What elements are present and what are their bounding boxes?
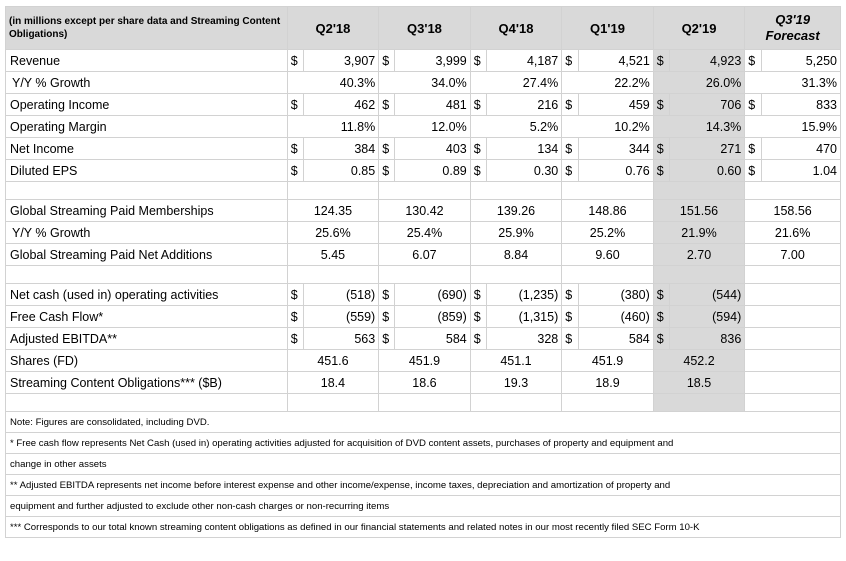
dollar-sign: $	[653, 160, 669, 182]
row-label: Streaming Content Obligations*** ($B)	[6, 372, 288, 394]
row-label: Adjusted EBITDA**	[6, 328, 288, 350]
value-cell: 5.45	[287, 244, 379, 266]
blank-cell	[653, 394, 745, 412]
table-row	[6, 72, 841, 94]
value-cell: (559)	[303, 306, 378, 328]
dollar-sign: $	[470, 94, 486, 116]
value-cell: 5.2%	[470, 116, 562, 138]
value-cell: 344	[578, 138, 653, 160]
value-cell: 451.9	[379, 350, 471, 372]
table-row	[6, 94, 841, 116]
blank-cell	[745, 350, 841, 372]
value-cell: 563	[303, 328, 378, 350]
blank-cell	[562, 394, 654, 412]
dollar-sign: $	[379, 138, 395, 160]
blank-cell	[379, 182, 471, 200]
dollar-sign: $	[470, 138, 486, 160]
value-cell: 25.4%	[379, 222, 471, 244]
row-label: Y/Y % Growth	[6, 72, 288, 94]
value-cell: 21.9%	[653, 222, 745, 244]
value-cell: 481	[395, 94, 470, 116]
dollar-sign: $	[287, 328, 303, 350]
footnote-text: *** Corresponds to our total known streaming content obligations as defined in our financial statements and related notes in our most recently filed SEC Form 10-K	[6, 517, 841, 538]
value-cell: 25.6%	[287, 222, 379, 244]
table-row	[6, 138, 841, 160]
value-cell: 452.2	[653, 350, 745, 372]
value-cell: 27.4%	[470, 72, 562, 94]
value-cell: 31.3%	[745, 72, 841, 94]
table-row	[6, 372, 841, 394]
row-label: Free Cash Flow*	[6, 306, 288, 328]
blank-cell	[653, 266, 745, 284]
value-cell: 10.2%	[562, 116, 654, 138]
value-cell: (690)	[395, 284, 470, 306]
footnote-text: equipment and further adjusted to exclude other non-cash charges or non-recurring items	[6, 496, 841, 517]
dollar-sign: $	[470, 160, 486, 182]
table-row	[6, 116, 841, 138]
row-label: Net Income	[6, 138, 288, 160]
forecast-label: Forecast	[765, 28, 820, 43]
dollar-sign: $	[287, 306, 303, 328]
row-label: Diluted EPS	[6, 160, 288, 182]
note-row	[6, 517, 841, 538]
value-cell: 9.60	[562, 244, 654, 266]
value-cell: 40.3%	[287, 72, 379, 94]
value-cell: 25.9%	[470, 222, 562, 244]
dollar-sign: $	[287, 50, 303, 72]
value-cell: 0.30	[487, 160, 562, 182]
blank-cell	[653, 182, 745, 200]
table-row	[6, 350, 841, 372]
col-header-q3-18: Q3'18	[379, 7, 471, 50]
dollar-sign: $	[470, 50, 486, 72]
note-row	[6, 496, 841, 517]
blank-cell	[745, 328, 841, 350]
value-cell: (1,235)	[487, 284, 562, 306]
table-row	[6, 50, 841, 72]
value-cell: 451.9	[562, 350, 654, 372]
blank-cell	[745, 306, 841, 328]
value-cell: 384	[303, 138, 378, 160]
blank-cell	[287, 266, 379, 284]
value-cell: 18.4	[287, 372, 379, 394]
col-header-q2-18: Q2'18	[287, 7, 379, 50]
value-cell: 134	[487, 138, 562, 160]
table-row	[6, 306, 841, 328]
blank-cell	[470, 266, 562, 284]
table-row	[6, 222, 841, 244]
value-cell: 18.9	[562, 372, 654, 394]
dollar-sign: $	[287, 284, 303, 306]
blank-cell	[745, 394, 841, 412]
value-cell: (859)	[395, 306, 470, 328]
blank-cell	[6, 266, 288, 284]
value-cell: 151.56	[653, 200, 745, 222]
spacer-row	[6, 182, 841, 200]
blank-cell	[562, 266, 654, 284]
col-header-q4-18: Q4'18	[470, 7, 562, 50]
value-cell: 26.0%	[653, 72, 745, 94]
value-cell: 15.9%	[745, 116, 841, 138]
note-row	[6, 454, 841, 475]
value-cell: 18.5	[653, 372, 745, 394]
note-row	[6, 433, 841, 454]
dollar-sign: $	[745, 160, 761, 182]
dollar-sign: $	[653, 94, 669, 116]
dollar-sign: $	[562, 50, 578, 72]
dollar-sign: $	[653, 306, 669, 328]
value-cell: 4,187	[487, 50, 562, 72]
dollar-sign: $	[745, 94, 761, 116]
spacer-row	[6, 394, 841, 412]
value-cell: 5,250	[761, 50, 840, 72]
row-label: Shares (FD)	[6, 350, 288, 372]
row-label: Operating Income	[6, 94, 288, 116]
dollar-sign: $	[562, 94, 578, 116]
blank-cell	[745, 372, 841, 394]
value-cell: 4,521	[578, 50, 653, 72]
dollar-sign: $	[653, 284, 669, 306]
table-row	[6, 328, 841, 350]
value-cell: 271	[670, 138, 745, 160]
note-row	[6, 412, 841, 433]
dollar-sign: $	[379, 328, 395, 350]
footnote-text: * Free cash flow represents Net Cash (used in) operating activities adjusted for acquisition of DVD content assets, purchases of property and equipment and	[6, 433, 841, 454]
dollar-sign: $	[379, 50, 395, 72]
value-cell: 403	[395, 138, 470, 160]
value-cell: 6.07	[379, 244, 471, 266]
financial-table	[5, 6, 841, 538]
blank-cell	[6, 394, 288, 412]
value-cell: (544)	[670, 284, 745, 306]
units-note: (in millions except per share data and Streaming Content Obligations)	[6, 7, 288, 50]
blank-cell	[470, 182, 562, 200]
value-cell: 0.76	[578, 160, 653, 182]
value-cell: (594)	[670, 306, 745, 328]
dollar-sign: $	[379, 160, 395, 182]
value-cell: 470	[761, 138, 840, 160]
value-cell: (380)	[578, 284, 653, 306]
dollar-sign: $	[562, 306, 578, 328]
dollar-sign: $	[562, 284, 578, 306]
blank-cell	[379, 266, 471, 284]
value-cell: 3,907	[303, 50, 378, 72]
table-row	[6, 160, 841, 182]
value-cell: 459	[578, 94, 653, 116]
financial-summary	[5, 6, 841, 538]
value-cell: 18.6	[379, 372, 471, 394]
row-label: Net cash (used in) operating activities	[6, 284, 288, 306]
value-cell: 706	[670, 94, 745, 116]
dollar-sign: $	[745, 50, 761, 72]
col-header-q2-19: Q2'19	[653, 7, 745, 50]
value-cell: 11.8%	[287, 116, 379, 138]
row-label: Operating Margin	[6, 116, 288, 138]
value-cell: 158.56	[745, 200, 841, 222]
value-cell: 139.26	[470, 200, 562, 222]
value-cell: 8.84	[470, 244, 562, 266]
value-cell: 2.70	[653, 244, 745, 266]
value-cell: 462	[303, 94, 378, 116]
value-cell: (518)	[303, 284, 378, 306]
value-cell: 0.85	[303, 160, 378, 182]
dollar-sign: $	[653, 50, 669, 72]
dollar-sign: $	[287, 94, 303, 116]
value-cell: 0.60	[670, 160, 745, 182]
value-cell: 4,923	[670, 50, 745, 72]
value-cell: 833	[761, 94, 840, 116]
dollar-sign: $	[562, 160, 578, 182]
value-cell: 19.3	[470, 372, 562, 394]
value-cell: 148.86	[562, 200, 654, 222]
dollar-sign: $	[379, 306, 395, 328]
value-cell: 21.6%	[745, 222, 841, 244]
value-cell: 12.0%	[379, 116, 471, 138]
spacer-row	[6, 266, 841, 284]
blank-cell	[287, 182, 379, 200]
dollar-sign: $	[470, 284, 486, 306]
dollar-sign: $	[653, 328, 669, 350]
value-cell: (1,315)	[487, 306, 562, 328]
value-cell: 836	[670, 328, 745, 350]
dollar-sign: $	[562, 328, 578, 350]
value-cell: 22.2%	[562, 72, 654, 94]
row-label: Y/Y % Growth	[6, 222, 288, 244]
dollar-sign: $	[745, 138, 761, 160]
row-label: Global Streaming Paid Net Additions	[6, 244, 288, 266]
value-cell: 451.1	[470, 350, 562, 372]
value-cell: 584	[578, 328, 653, 350]
forecast-quarter: Q3'19	[775, 12, 811, 27]
footnote-text: ** Adjusted EBITDA represents net income before interest expense and other income/expense, income taxes, depreciation and amortization of property and	[6, 475, 841, 496]
value-cell: 7.00	[745, 244, 841, 266]
footnote-text: Note: Figures are consolidated, including DVD.	[6, 412, 841, 433]
dollar-sign: $	[379, 284, 395, 306]
value-cell: 14.3%	[653, 116, 745, 138]
blank-cell	[6, 182, 288, 200]
blank-cell	[562, 182, 654, 200]
table-row	[6, 284, 841, 306]
note-row	[6, 475, 841, 496]
value-cell: 130.42	[379, 200, 471, 222]
blank-cell	[379, 394, 471, 412]
blank-cell	[745, 266, 841, 284]
header-row	[6, 7, 841, 50]
value-cell: 216	[487, 94, 562, 116]
dollar-sign: $	[287, 138, 303, 160]
footnote-text: change in other assets	[6, 454, 841, 475]
row-label: Revenue	[6, 50, 288, 72]
value-cell: 584	[395, 328, 470, 350]
blank-cell	[745, 284, 841, 306]
dollar-sign: $	[379, 94, 395, 116]
dollar-sign: $	[287, 160, 303, 182]
value-cell: 1.04	[761, 160, 840, 182]
value-cell: 34.0%	[379, 72, 471, 94]
blank-cell	[287, 394, 379, 412]
table-row	[6, 200, 841, 222]
table-row	[6, 244, 841, 266]
col-header-q1-19: Q1'19	[562, 7, 654, 50]
value-cell: 451.6	[287, 350, 379, 372]
col-header-q3-19-forecast	[745, 7, 841, 50]
dollar-sign: $	[470, 328, 486, 350]
value-cell: 124.35	[287, 200, 379, 222]
blank-cell	[745, 182, 841, 200]
dollar-sign: $	[562, 138, 578, 160]
dollar-sign: $	[653, 138, 669, 160]
value-cell: 0.89	[395, 160, 470, 182]
value-cell: 3,999	[395, 50, 470, 72]
blank-cell	[470, 394, 562, 412]
value-cell: 25.2%	[562, 222, 654, 244]
value-cell: (460)	[578, 306, 653, 328]
dollar-sign: $	[470, 306, 486, 328]
row-label: Global Streaming Paid Memberships	[6, 200, 288, 222]
value-cell: 328	[487, 328, 562, 350]
